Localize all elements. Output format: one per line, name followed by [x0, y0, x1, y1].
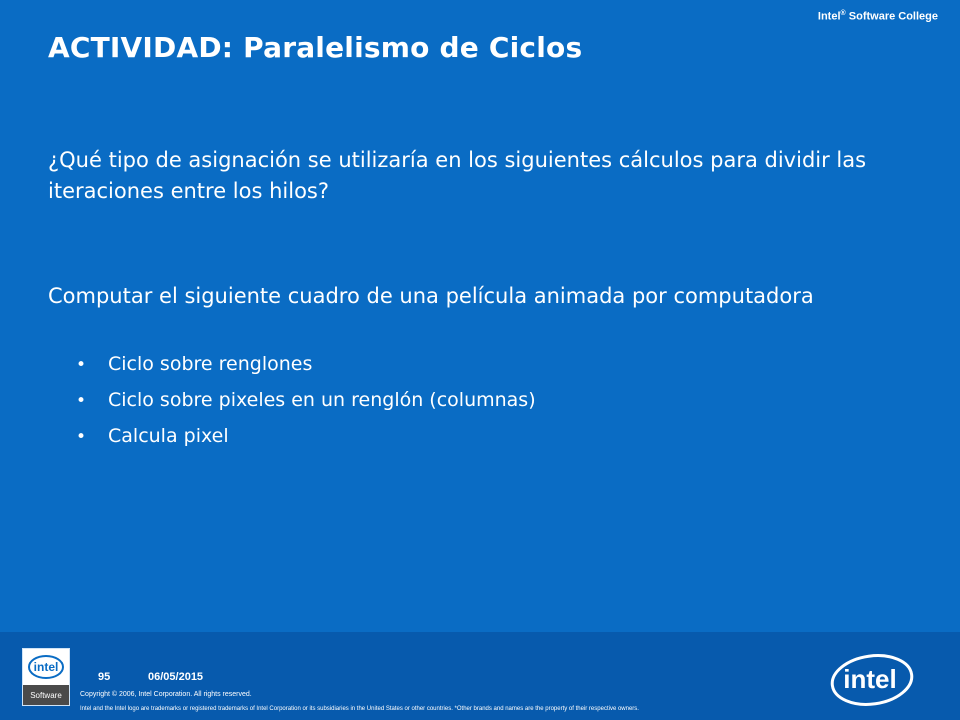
section-text: Computar el siguiente cuadro de una película animada por computadora: [48, 284, 814, 308]
bullet-item: [76, 419, 536, 455]
slide-title: ACTIVIDAD: Paralelismo de Ciclos: [48, 31, 583, 64]
registered-mark: ®: [840, 10, 846, 17]
intel-software-logo-top: [23, 649, 69, 685]
bullet-text: Calcula pixel: [108, 425, 229, 447]
slide-date: 06/05/2015: [148, 671, 204, 683]
brand-name: Intel: [817, 10, 841, 23]
intel-swoosh-small-icon: [26, 652, 66, 682]
intel-software-college-brand: [818, 10, 938, 23]
legal-text: Intel and the Intel logo are trademarks or registered trademarks of Intel Corporation or its subsidiaries in the United States or other countries. *Other brands and names are the property of their respective owners.: [80, 706, 639, 712]
software-label: Software: [23, 685, 69, 705]
bullet-dot-icon: •: [76, 427, 87, 447]
bullet-text: Ciclo sobre pixeles en un renglón (columnas): [108, 389, 536, 411]
svg-text:intel: intel: [843, 664, 897, 694]
intel-swoosh-icon: [826, 648, 918, 710]
svg-text:intel: intel: [33, 660, 59, 674]
bullet-dot-icon: •: [76, 391, 87, 411]
bullet-dot-icon: •: [76, 355, 87, 375]
bullet-list: [76, 347, 536, 455]
bullet-item: [76, 347, 536, 383]
page-number: 95: [98, 671, 111, 683]
question-text: ¿Qué tipo de asignación se utilizaría en los siguientes cálculos para dividir las iteraciones entre los hilos?: [48, 148, 867, 203]
brand-suffix: Software College: [845, 10, 938, 23]
intel-logo: [826, 648, 918, 714]
intel-software-logo: [22, 648, 70, 706]
copyright-text: Copyright © 2006, Intel Corporation. All rights reserved.: [80, 691, 252, 698]
bullet-item: [76, 383, 536, 419]
bullet-text: Ciclo sobre renglones: [108, 353, 313, 375]
